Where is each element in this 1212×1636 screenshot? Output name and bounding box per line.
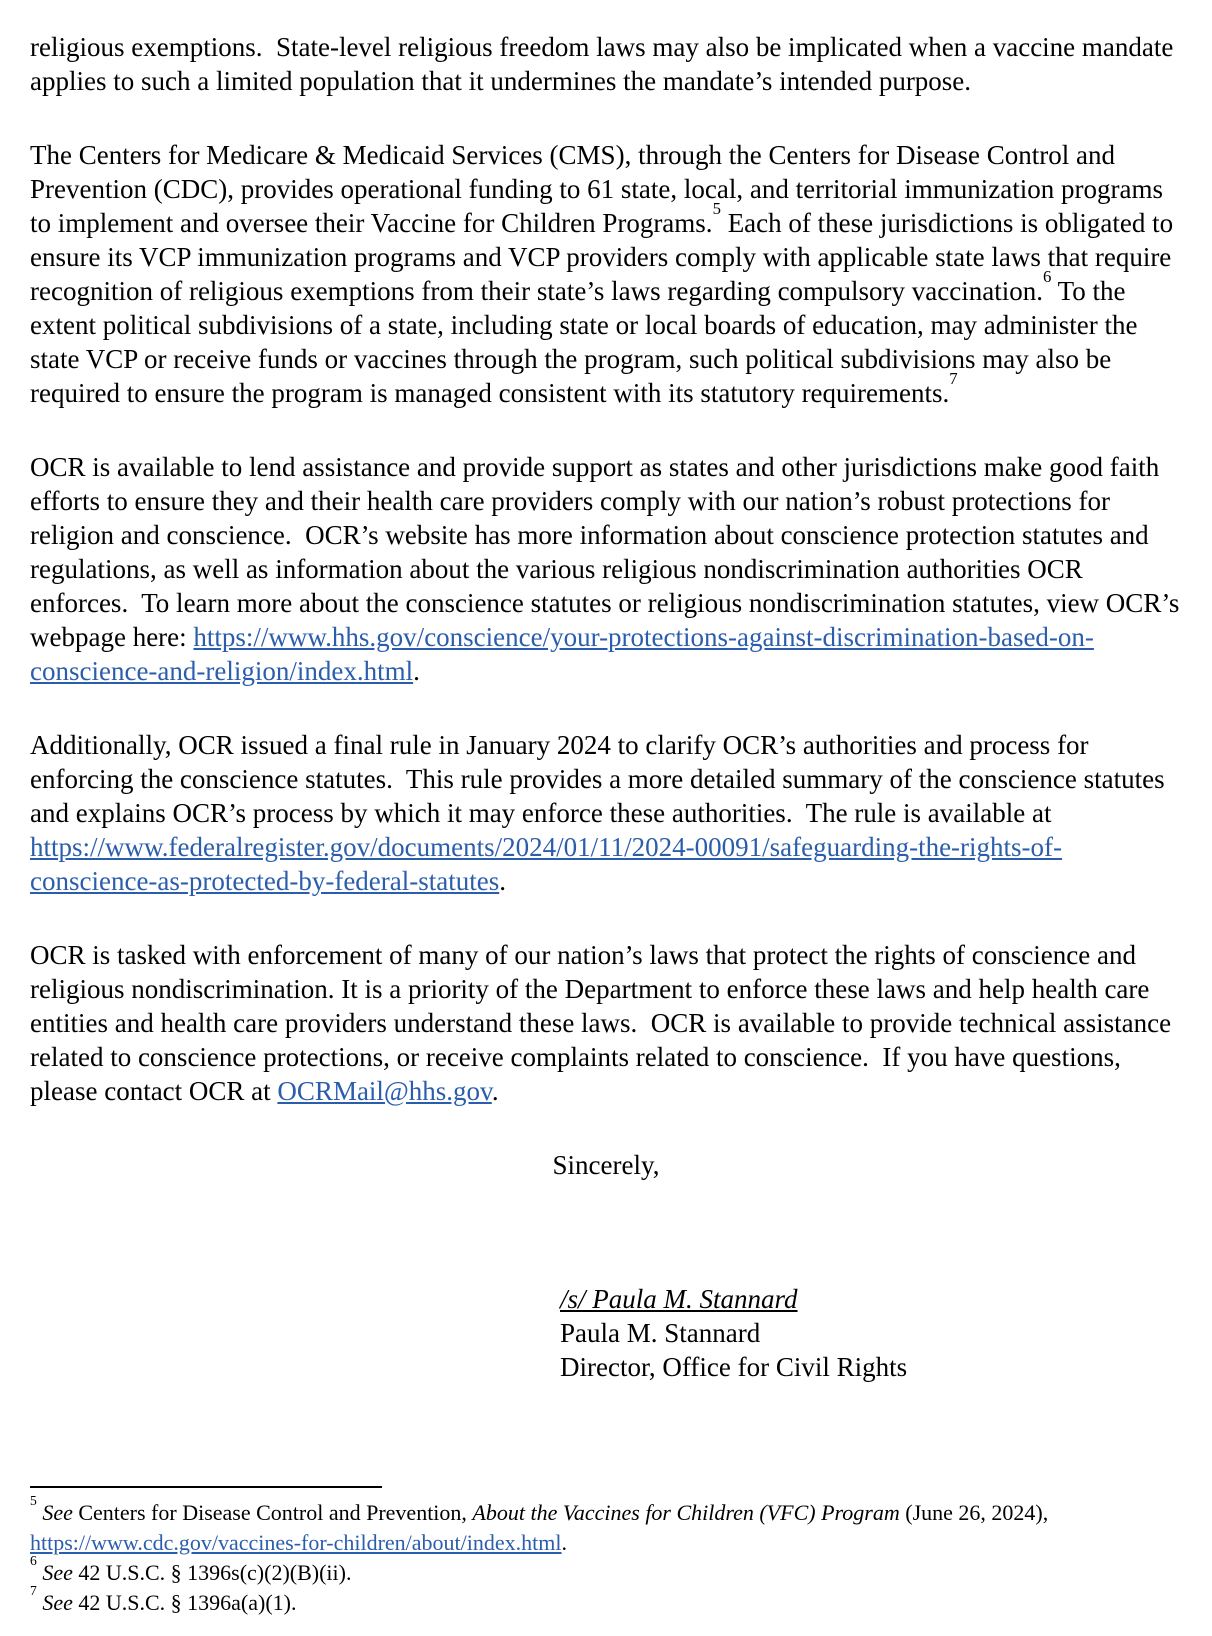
- footnotes-section: [30, 1486, 1182, 1618]
- italic-text-run: See: [42, 1500, 73, 1525]
- body-paragraph-ocr-assistance: [30, 450, 1187, 688]
- footnote-7: [30, 1582, 1182, 1618]
- text-run: 42 U.S.C. § 1396a(a)(1).: [72, 1590, 297, 1615]
- footnote-6: [30, 1552, 1182, 1588]
- footnote-reference: 7: [949, 368, 958, 388]
- hyperlink[interactable]: https://www.cdc.gov/vaccines-for-children/about/index.html: [30, 1530, 562, 1555]
- text-run: Additionally, OCR issued a final rule in January 2024 to clarify OCR’s authorities and process for enforcing the conscience statutes. This rule provides a more detailed summary of the conscience statutes and explains OCR’s process by which it may enforce these authorities. The rule is available at: [30, 730, 1172, 828]
- text-run: (June 26, 2024),: [899, 1500, 1054, 1525]
- text-run: The Centers for Medicare & Medicaid Services (CMS), through the Centers for Disease Control and Prevention (CDC), provides operational funding to 61 state, local, and territorial immunization programs to implement and oversee their Vaccine for Children Programs.: [30, 140, 1170, 238]
- text-run: .: [413, 656, 420, 686]
- body-paragraph-ocr-enforcement: [30, 938, 1182, 1108]
- body-paragraph-final-rule: [30, 728, 1182, 898]
- text-run: OCR is tasked with enforcement of many of our nation’s laws that protect the rights of conscience and religious nondiscrimination. It is a priority of the Department to enforce these laws and help health care entities and health care providers understand these laws. OCR is available to provide technical assistance related to conscience protections, or receive complaints related to conscience. If you have questions, please contact OCR at: [30, 940, 1178, 1106]
- text-run: religious exemptions. State-level religious freedom laws may also be implicated when a vaccine mandate applies to such a limited population that it undermines the mandate’s intended purpose.: [30, 32, 1181, 96]
- footnote-reference: 6: [30, 1552, 37, 1568]
- signature-block: [560, 1282, 1182, 1384]
- text-run: OCR is available to lend assistance and provide support as states and other jurisdictions make good faith efforts to ensure they and their health care providers comply with our nation’s robust protections for religion and conscience. OCR’s website has more information about conscience protection statutes and regulations, as well as information about the various religious nondiscrimination authorities OCR enforces. To learn more about the conscience statutes or religious nondiscrimination statutes, view OCR’s webpage here:: [30, 452, 1187, 652]
- text-run: .: [491, 1076, 499, 1106]
- body-paragraph-cms-funding: [30, 138, 1182, 410]
- hyperlink[interactable]: https://www.federalregister.gov/documents/2024/01/11/2024-00091/safeguarding-the-rights-of-conscience-as-protected-by-federal-statutes: [30, 832, 1063, 896]
- text-run: To the extent political subdivisions of a state, including state or local boards of education, may administer the state VCP or receive funds or vaccines through the program, such political subdivisions may also be required to ensure the program is managed consistent with its statutory requirements.: [30, 276, 1145, 408]
- footnote-reference: 7: [30, 1582, 37, 1598]
- hyperlink[interactable]: https://www.hhs.gov/conscience/your-protections-against-discrimination-based-on-conscience-and-religion/index.html: [30, 622, 1094, 686]
- signature-name: Paula M. Stannard: [560, 1318, 761, 1348]
- body-paragraph-religious-exemptions: [30, 30, 1182, 98]
- italic-text-run: About the Vaccines for Children (VFC) Program: [472, 1500, 900, 1525]
- italic-text-run: See: [42, 1560, 73, 1585]
- text-run: .: [499, 866, 506, 896]
- footnote-reference: 5: [30, 1492, 37, 1508]
- closing-sincerely: Sincerely,: [552, 1150, 660, 1180]
- text-run: 42 U.S.C. § 1396s(c)(2)(B)(ii).: [72, 1560, 352, 1585]
- text-run: .: [561, 1530, 567, 1555]
- hyperlink[interactable]: OCRMail@hhs.gov: [277, 1076, 492, 1106]
- footnote-5: [30, 1492, 1182, 1558]
- footnote-separator-rule: [30, 1486, 382, 1488]
- footnote-reference: 5: [712, 198, 721, 218]
- signature-title: Director, Office for Civil Rights: [560, 1352, 908, 1382]
- italic-text-run: See: [42, 1590, 73, 1615]
- text-run: Each of these jurisdictions is obligated to ensure its VCP immunization programs and VCP providers comply with applicable state laws that require recognition of religious exemptions from their state’s laws regarding compulsory vaccination.: [30, 208, 1180, 306]
- signature-signed-line: /s/ Paula M. Stannard: [560, 1284, 798, 1314]
- text-run: Centers for Disease Control and Prevention,: [72, 1500, 473, 1525]
- footnote-reference: 6: [1043, 266, 1052, 286]
